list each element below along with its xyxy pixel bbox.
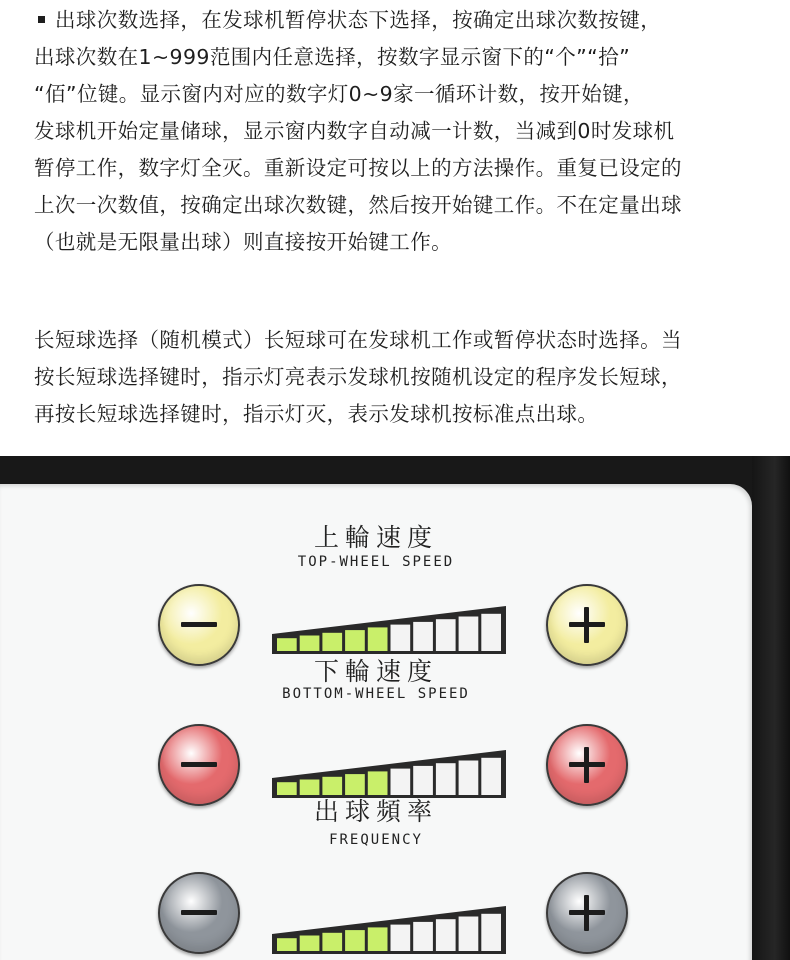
level-segment-unlit <box>391 625 411 651</box>
minus-icon <box>179 605 219 645</box>
text-line-content: （也就是无限量出球）则直接按开始键工作。 <box>34 230 452 254</box>
text-line <box>34 39 774 76</box>
frequency-control <box>0 797 752 958</box>
panel-frame-edge <box>752 456 790 960</box>
text-line-content: 暂停工作，数字灯全灭。重新设定可按以上的方法操作。重复已设定的 <box>34 156 682 180</box>
control-title-en: FREQUENCY <box>329 832 423 848</box>
control-title-en: TOP-WHEEL SPEED <box>297 554 455 570</box>
control-title-cn: 出球頻率 <box>313 797 438 826</box>
text-line-content: 按长短球选择键时，指示灯亮表示发球机按随机设定的程序发长短球， <box>34 365 682 389</box>
level-segment-unlit <box>413 622 433 651</box>
level-segment-lit <box>345 930 365 951</box>
level-segment-lit <box>322 633 342 651</box>
paragraph-frequency-count <box>34 2 774 261</box>
increase-button[interactable] <box>546 872 628 954</box>
text-line-content: 长短球选择（随机模式）长短球可在发球机工作或暂停状态时选择。当 <box>34 328 682 352</box>
level-segment-unlit <box>436 919 456 951</box>
level-segment-unlit <box>436 619 456 651</box>
text-line-content: 发球机开始定量储球，显示窗内数字自动减一计数，当减到0时发球机 <box>34 119 675 143</box>
level-segment-unlit <box>391 925 411 951</box>
text-line-content: 上次一次数值，按确定出球次数键，然后按开始键工作。不在定量出球 <box>34 193 682 217</box>
text-line-content: “佰”位键。显示窗内对应的数字灯0~9家一循环计数，按开始键， <box>34 82 644 106</box>
text-line-content: 再按长短球选择键时，指示灯灭，表示发球机按标准点出球。 <box>34 402 599 426</box>
text-line <box>34 150 774 187</box>
level-bar-graph <box>270 904 508 956</box>
text-line <box>34 2 774 39</box>
level-segment-unlit <box>459 617 479 652</box>
level-segment-unlit <box>459 761 479 796</box>
level-segment-lit <box>300 636 320 652</box>
level-segment-unlit <box>413 766 433 795</box>
text-line <box>34 322 774 359</box>
plus-icon <box>567 893 607 933</box>
level-segment-lit <box>277 638 297 651</box>
level-bar-graph <box>270 604 508 656</box>
decrease-button[interactable] <box>158 872 240 954</box>
level-segment-unlit <box>481 758 501 795</box>
plus-icon <box>567 605 607 645</box>
text-line <box>34 224 774 261</box>
minus-icon <box>179 893 219 933</box>
level-segment-lit <box>345 630 365 651</box>
text-line-content: 出球次数在1~999范围内任意选择，按数字显示窗下的“个”“拾” <box>34 45 631 69</box>
text-line <box>34 76 774 113</box>
level-segment-unlit <box>481 614 501 651</box>
minus-icon <box>179 745 219 785</box>
control-title-en: BOTTOM-WHEEL SPEED <box>282 686 470 702</box>
control-title-cn: 上輪速度 <box>313 523 438 552</box>
control-panel <box>0 484 752 960</box>
level-segment-lit <box>368 627 388 651</box>
level-segment-unlit <box>436 763 456 795</box>
text-line <box>34 113 774 150</box>
text-line <box>34 187 774 224</box>
level-segment-lit <box>277 938 297 951</box>
level-segment-unlit <box>481 914 501 951</box>
level-segment-lit <box>300 936 320 952</box>
plus-icon <box>567 745 607 785</box>
level-segment-unlit <box>459 917 479 952</box>
control-panel-photo <box>0 456 790 960</box>
bullet-square-icon <box>38 16 45 23</box>
level-segment-unlit <box>413 922 433 951</box>
text-line-content: 出球次数选择，在发球机暂停状态下选择，按确定出球次数按键， <box>55 8 662 32</box>
level-segment-lit <box>368 927 388 951</box>
control-title-cn: 下輪速度 <box>313 657 438 686</box>
paragraph-long-short-ball <box>34 322 774 433</box>
text-line <box>34 359 774 396</box>
level-segment-lit <box>322 933 342 951</box>
text-line <box>34 396 774 433</box>
